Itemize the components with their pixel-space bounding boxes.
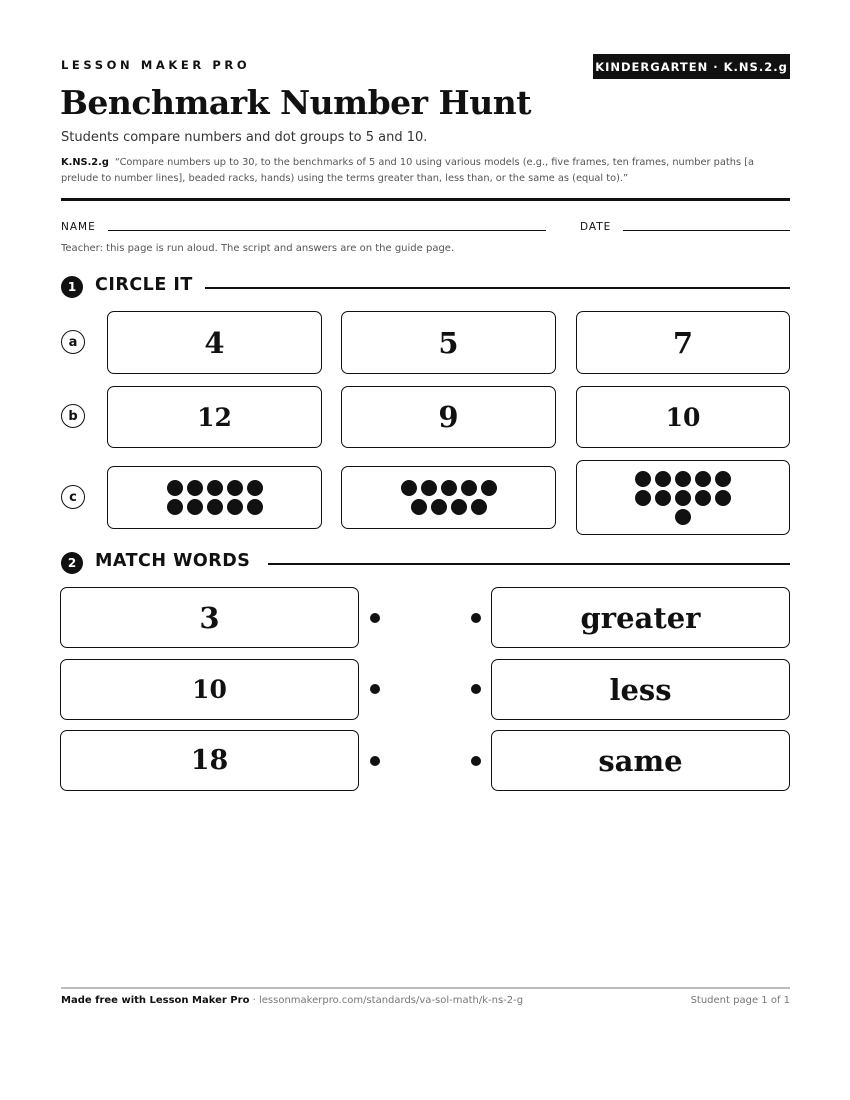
date-label: DATE <box>580 221 612 233</box>
dot-group <box>401 480 497 515</box>
counting-dot <box>441 480 457 496</box>
counting-dot <box>675 471 691 487</box>
match-right-box-2[interactable]: less <box>491 659 790 720</box>
footer-url[interactable]: · lessonmakerpro.com/standards/va-sol-math/k-ns-2-g <box>249 995 524 1006</box>
name-label: NAME <box>61 221 96 233</box>
section-1-rule <box>205 287 790 289</box>
counting-dot <box>187 480 203 496</box>
choice-box-a3[interactable]: 7 <box>576 311 790 374</box>
dot-group <box>167 480 263 515</box>
dot-group <box>635 471 731 525</box>
counting-dot <box>401 480 417 496</box>
choice-box-b1[interactable]: 12 <box>107 386 322 448</box>
name-line[interactable] <box>108 230 546 231</box>
standard-description <box>61 155 781 187</box>
counting-dot <box>481 480 497 496</box>
counting-dot <box>471 499 487 515</box>
counting-dot <box>207 480 223 496</box>
dot-row <box>411 499 487 515</box>
dot-row <box>401 480 497 496</box>
row-letter-a: a <box>61 330 85 354</box>
footer-page-number: Student page 1 of 1 <box>690 995 790 1006</box>
dot-box-c2[interactable] <box>341 466 556 529</box>
counting-dot <box>461 480 477 496</box>
counting-dot <box>655 471 671 487</box>
section-2-rule <box>268 563 790 565</box>
brand-name: LESSON MAKER PRO <box>61 58 251 72</box>
counting-dot <box>207 499 223 515</box>
match-left-box-3[interactable]: 18 <box>60 730 359 791</box>
counting-dot <box>715 471 731 487</box>
counting-dot <box>431 499 447 515</box>
counting-dot <box>675 509 691 525</box>
counting-dot <box>247 499 263 515</box>
section-1-number: 1 <box>61 276 83 298</box>
counting-dot <box>421 480 437 496</box>
match-left-box-1[interactable]: 3 <box>60 587 359 648</box>
standard-text: “Compare numbers up to 30, to the benchmarks of 5 and 10 using various models (e.g., five frames, ten frames, number paths [a prelude to number lines], beaded racks, hands) using the terms greater than, less than, or the same as (equal to).” <box>61 157 754 184</box>
dot-row <box>675 509 691 525</box>
section-1-title: CIRCLE IT <box>95 275 193 295</box>
standard-code: K.NS.2.g <box>61 157 109 168</box>
grade-badge: KINDERGARTEN · K.NS.2.g <box>593 54 790 79</box>
match-right-box-1[interactable]: greater <box>491 587 790 648</box>
footer-credit <box>61 995 523 1006</box>
choice-box-b3[interactable]: 10 <box>576 386 790 448</box>
match-left-dot-2[interactable] <box>370 684 380 694</box>
counting-dot <box>695 471 711 487</box>
dot-row <box>635 490 731 506</box>
match-left-dot-3[interactable] <box>370 756 380 766</box>
match-right-dot-3[interactable] <box>471 756 481 766</box>
section-2-number: 2 <box>61 552 83 574</box>
footer-divider <box>61 987 790 989</box>
page-subtitle: Students compare numbers and dot groups to 5 and 10. <box>61 130 428 145</box>
choice-box-b2[interactable]: 9 <box>341 386 556 448</box>
match-right-dot-2[interactable] <box>471 684 481 694</box>
counting-dot <box>635 471 651 487</box>
counting-dot <box>227 499 243 515</box>
row-letter-b: b <box>61 404 85 428</box>
dot-row <box>635 471 731 487</box>
counting-dot <box>451 499 467 515</box>
counting-dot <box>187 499 203 515</box>
dot-box-c3[interactable] <box>576 460 790 535</box>
section-2-title: MATCH WORDS <box>95 551 251 571</box>
counting-dot <box>655 490 671 506</box>
dot-box-c1[interactable] <box>107 466 322 529</box>
dot-row <box>167 480 263 496</box>
counting-dot <box>675 490 691 506</box>
counting-dot <box>167 480 183 496</box>
teacher-note: Teacher: this page is run aloud. The script and answers are on the guide page. <box>61 243 455 254</box>
choice-box-a2[interactable]: 5 <box>341 311 556 374</box>
match-left-dot-1[interactable] <box>370 613 380 623</box>
counting-dot <box>247 480 263 496</box>
counting-dot <box>695 490 711 506</box>
footer-made-with: Made free with Lesson Maker Pro <box>61 995 250 1006</box>
counting-dot <box>167 499 183 515</box>
match-right-dot-1[interactable] <box>471 613 481 623</box>
counting-dot <box>411 499 427 515</box>
header-divider <box>61 198 790 201</box>
counting-dot <box>715 490 731 506</box>
match-left-box-2[interactable]: 10 <box>60 659 359 720</box>
page-title: Benchmark Number Hunt <box>60 83 531 122</box>
match-right-box-3[interactable]: same <box>491 730 790 791</box>
counting-dot <box>227 480 243 496</box>
counting-dot <box>635 490 651 506</box>
row-letter-c: c <box>61 485 85 509</box>
date-line[interactable] <box>623 230 790 231</box>
dot-row <box>167 499 263 515</box>
choice-box-a1[interactable]: 4 <box>107 311 322 374</box>
